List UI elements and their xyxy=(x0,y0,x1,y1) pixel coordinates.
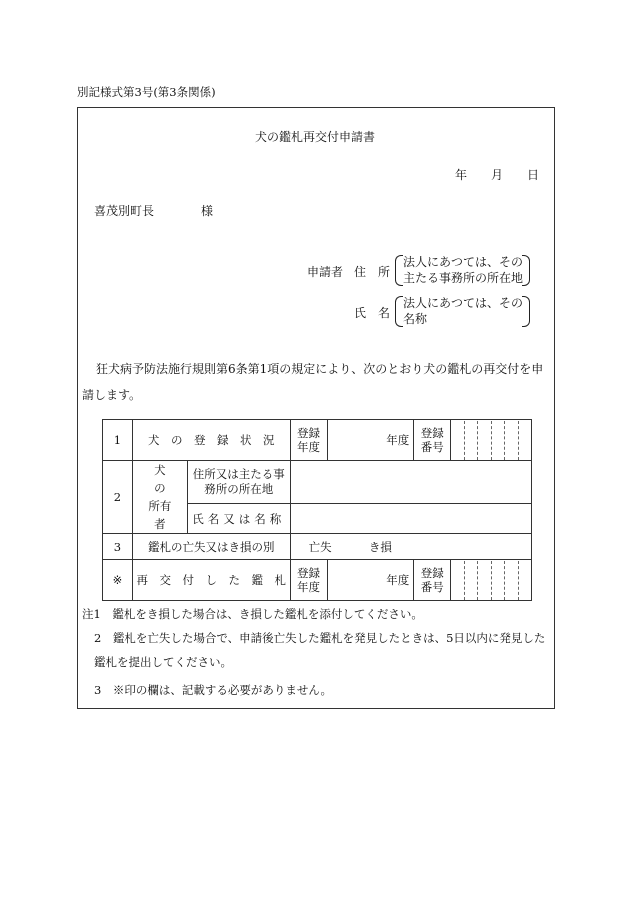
request-statement: 狂犬病予防法施行規則第6条第1項の規定により、次のとおり犬の鑑札の再交付を申請します。 xyxy=(82,362,544,402)
owner-name-field[interactable] xyxy=(290,504,531,534)
nendo-label: 年度 xyxy=(386,573,410,587)
applicant-name-label: 氏 名 xyxy=(354,306,391,320)
note-number: 2 xyxy=(94,631,102,645)
name-note xyxy=(403,295,523,327)
name-bracket-left xyxy=(395,296,403,327)
note-number: 3 xyxy=(94,683,102,697)
note-3 xyxy=(94,678,566,702)
row-number: 3 xyxy=(103,534,133,560)
note-text: 鑑札を亡失した場合で、申請後亡失した鑑札を発見したときは、5日以内に発見した鑑札を提出してください。 xyxy=(94,631,546,669)
loss-or-damage-field[interactable] xyxy=(290,534,531,560)
address-note-line1: 法人にあつては、その xyxy=(403,255,524,269)
name-note-line2: 名称 xyxy=(403,312,428,326)
applicant-label: 申請者 xyxy=(307,265,344,279)
form-number-caption: 別記様式第3号(第3条関係) xyxy=(77,85,216,99)
addressee-honorific: 様 xyxy=(201,204,214,218)
note-1 xyxy=(82,602,554,626)
addressee-name: 喜茂別町長 xyxy=(94,204,155,218)
damaged-option[interactable]: き損 xyxy=(368,539,392,554)
address-note xyxy=(403,254,523,286)
address-bracket-left xyxy=(395,255,403,286)
address-note-line2: 主たる事務所の所在地 xyxy=(403,271,524,285)
dog-registration-status-label: 犬 の 登 録 状 況 xyxy=(132,420,290,461)
table-row xyxy=(103,534,532,560)
address-bracket-right xyxy=(522,255,530,286)
registration-number-field[interactable] xyxy=(451,420,532,461)
owner-address-field[interactable] xyxy=(290,461,531,504)
name-note-line1: 法人にあつては、その xyxy=(403,296,524,310)
dog-owner-label: 犬 の 所有者 xyxy=(132,461,187,534)
row-number: ※ xyxy=(103,560,133,601)
registration-year-label: 登録年度 xyxy=(290,420,327,461)
note-text: 鑑札をき損した場合は、き損した鑑札を添付してください。 xyxy=(112,607,423,621)
reissued-number-label: 登録番号 xyxy=(414,560,451,601)
nendo-label: 年度 xyxy=(386,433,410,447)
date-year: 年 xyxy=(455,168,468,182)
date-day: 日 xyxy=(527,168,540,182)
owner-address-label: 住所又は主たる事務所の所在地 xyxy=(187,461,290,504)
reissued-year-field[interactable] xyxy=(327,560,414,601)
registration-number-label: 登録番号 xyxy=(414,420,451,461)
note-2 xyxy=(94,626,554,674)
lost-option[interactable]: 亡失 xyxy=(308,539,332,554)
loss-or-damage-label: 鑑札の亡失又はき損の別 xyxy=(132,534,290,560)
registration-year-field[interactable] xyxy=(327,420,414,461)
reissued-tag-label: 再 交 付 し た 鑑 札 xyxy=(132,560,290,601)
row-number: 2 xyxy=(103,461,133,534)
applicant-address-label: 住 所 xyxy=(354,265,391,279)
registration-table xyxy=(102,419,532,601)
reissued-year-label: 登録年度 xyxy=(290,560,327,601)
name-bracket-right xyxy=(522,296,530,327)
owner-name-label: 氏名又は名称 xyxy=(187,504,290,534)
reissued-number-field[interactable] xyxy=(451,560,532,601)
note-text: ※印の欄は、記載する必要がありません。 xyxy=(112,683,333,697)
row-number: 1 xyxy=(103,420,133,461)
note-number: 注1 xyxy=(82,607,101,621)
date-month: 月 xyxy=(491,168,504,182)
table-row xyxy=(103,420,532,461)
table-row xyxy=(103,560,532,601)
table-row xyxy=(103,461,532,504)
form-title: 犬の鑑札再交付申請書 xyxy=(254,130,375,144)
